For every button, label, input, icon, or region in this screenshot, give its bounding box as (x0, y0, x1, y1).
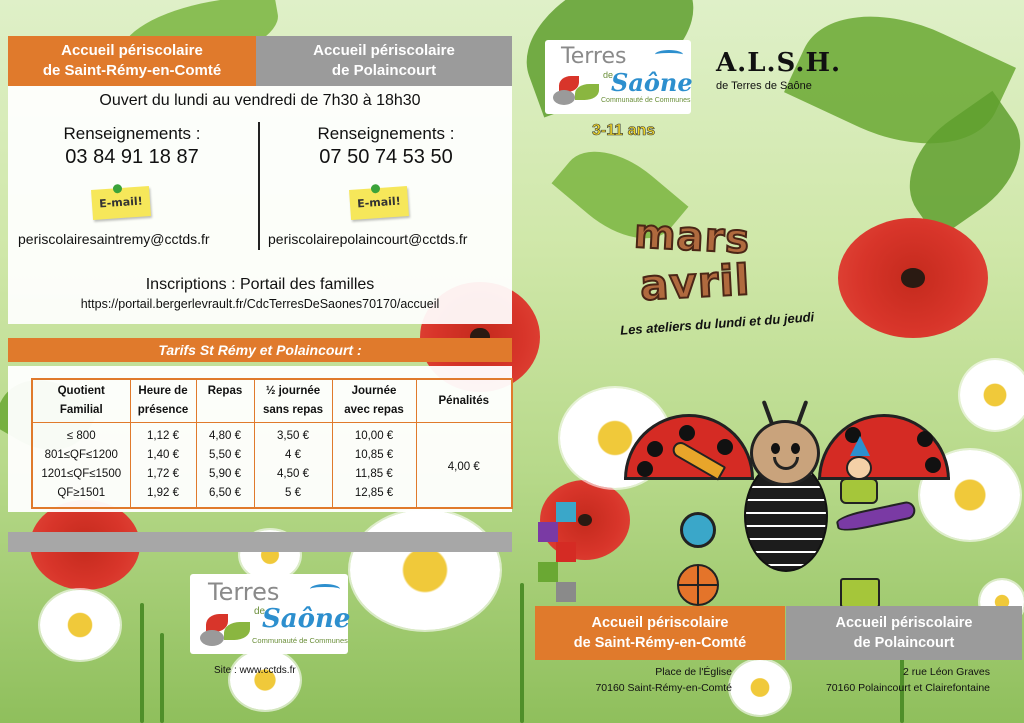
column-header (416, 379, 512, 423)
ladybug-head (750, 420, 820, 486)
header-line: de Polaincourt (853, 635, 955, 651)
header-line: de Saint-Rémy-en-Comté (42, 62, 222, 79)
email-note-icon: E-mail! (349, 186, 409, 220)
eye (771, 443, 780, 454)
daisy-flower (230, 650, 300, 710)
age-range: 3-11 ans (592, 122, 656, 139)
table-cell: 3,50 € (254, 423, 332, 447)
column-header (196, 379, 254, 423)
logo-text: Terres (208, 578, 280, 606)
wave-icon (655, 50, 683, 59)
table-cell: ≤ 800 (32, 423, 130, 447)
header-text: présence (137, 404, 189, 416)
address-line: Place de l'Église (655, 666, 732, 678)
phone-number[interactable]: 03 84 91 18 87 (65, 146, 199, 168)
spot (647, 441, 663, 457)
table-cell: 4,80 € (196, 423, 254, 447)
logo-text: Terres (561, 44, 627, 69)
color-square (556, 542, 576, 562)
address-polaincourt (790, 664, 990, 696)
smile (773, 457, 799, 470)
leaf-icon (224, 622, 250, 640)
divider (258, 122, 260, 250)
grass-blade (520, 583, 524, 723)
table-cell: 10,85 € (332, 446, 416, 465)
table-cell: 6,50 € (196, 484, 254, 508)
table-cell: 1,12 € (130, 423, 196, 447)
portal-link[interactable]: https://portail.bergerlevrault.fr/CdcTerresDeSaones70170/accueil (80, 297, 440, 311)
terres-de-saone-logo (190, 574, 351, 654)
spot (925, 457, 941, 473)
header-polaincourt (256, 36, 512, 86)
header-line: Accueil périscolaire (61, 42, 203, 59)
header-text: Repas (207, 385, 243, 397)
table-cell: 5,90 € (196, 465, 254, 484)
table-cell: 11,85 € (332, 465, 416, 484)
grass-blade (160, 633, 164, 723)
scissors-icon (680, 512, 716, 548)
footer-header-polaincourt (786, 606, 1022, 660)
table-cell: QF≥1501 (32, 484, 130, 508)
header-text: avec repas (344, 404, 404, 416)
spot (679, 425, 695, 441)
header-text: sans repas (262, 404, 324, 416)
basketball-icon (677, 564, 719, 606)
email-link[interactable]: periscolairesaintremy@cctds.fr (18, 231, 210, 247)
header-text: Familial (59, 404, 103, 416)
header-line: Accueil périscolaire (835, 615, 973, 631)
logo-text: Saône (611, 68, 693, 97)
clown-toy-icon (830, 446, 888, 502)
contact-polaincourt (262, 124, 510, 169)
website-link[interactable]: Site : www.cctds.fr (214, 665, 296, 676)
terres-de-saone-logo (545, 40, 691, 114)
column-header (130, 379, 196, 423)
header-text: Pénalités (438, 394, 489, 407)
penalty-cell: 4,00 € (416, 423, 512, 509)
daisy-flower (730, 660, 790, 715)
table-cell: 1,72 € (130, 465, 196, 484)
month-title: avril (638, 255, 752, 310)
table-header-row (32, 379, 512, 423)
daisy-flower (960, 360, 1024, 430)
column-header (332, 379, 416, 423)
table-cell: 1,40 € (130, 446, 196, 465)
header-text: ½ journée (265, 385, 321, 397)
header-line: Accueil périscolaire (591, 615, 729, 631)
spot (717, 439, 733, 455)
contact-label: Renseignements : (317, 124, 455, 143)
logo-text: Communauté de Communes (252, 636, 348, 645)
poppy-flower (838, 218, 988, 338)
daisy-flower (350, 510, 500, 630)
alsh-title: A.L.S.H. (716, 48, 842, 78)
table-cell: 1201≤QF≤1500 (32, 465, 130, 484)
grass-blade (140, 603, 144, 723)
eye (791, 443, 800, 454)
header-line: de Polaincourt (331, 62, 437, 79)
month-title: mars (632, 210, 752, 264)
leaf-icon (553, 90, 575, 105)
spot (917, 431, 933, 447)
table-cell: 5,50 € (196, 446, 254, 465)
table-cell: 1,92 € (130, 484, 196, 508)
table-cell: 5 € (254, 484, 332, 508)
address-saint-remy (560, 664, 732, 696)
workshops-subtitle: Les ateliers du lundi et du jeudi (619, 309, 815, 338)
color-square (538, 562, 558, 582)
email-link[interactable]: periscolairepolaincourt@cctds.fr (268, 231, 468, 247)
header-saint-remy (8, 36, 256, 86)
column-header (254, 379, 332, 423)
logo-text: Communauté de Communes (601, 97, 691, 104)
header-line: de Saint-Rémy-en-Comté (573, 635, 747, 651)
phone-number[interactable]: 07 50 74 53 50 (319, 146, 453, 168)
color-square (538, 522, 558, 542)
color-square (556, 502, 576, 522)
address-line: 70160 Saint-Rémy-en-Comté (595, 682, 732, 694)
table-cell: 4 € (254, 446, 332, 465)
alsh-subtitle: de Terres de Saône (716, 80, 812, 92)
address-line: 2 rue Léon Graves (903, 666, 990, 678)
header-text: Heure de (138, 385, 188, 397)
header-text: Journée (351, 385, 397, 397)
opening-hours: Ouvert du lundi au vendredi de 7h30 à 18h30 (99, 92, 421, 109)
contact-label: Renseignements : (63, 124, 201, 143)
logo-text: de (603, 70, 614, 80)
leaf-icon (200, 630, 224, 646)
email-note-icon: E-mail! (91, 186, 151, 220)
tarifs-title: Tarifs St Rémy et Polaincourt : (8, 338, 512, 362)
logo-text: Saône (262, 604, 351, 634)
table-cell: 4,50 € (254, 465, 332, 484)
color-square (556, 582, 576, 602)
header-line: Accueil périscolaire (313, 42, 455, 59)
table-cell: 10,00 € (332, 423, 416, 447)
daisy-flower (40, 590, 120, 660)
poppy-flower (540, 480, 630, 560)
footer-header-saint-remy (535, 606, 785, 660)
logo-text: de (254, 606, 266, 617)
table-cell: 12,85 € (332, 484, 416, 508)
contact-saint-remy (8, 124, 256, 169)
tarifs-table (31, 378, 513, 509)
header-text: Quotient (57, 385, 105, 397)
wave-icon (310, 584, 340, 594)
gray-strip (8, 532, 512, 552)
inscriptions-label: Inscriptions : Portail des familles (145, 276, 375, 293)
spot (637, 461, 653, 477)
address-line: 70160 Polaincourt et Clairefontaine (825, 682, 990, 694)
table-cell: 801≤QF≤1200 (32, 446, 130, 465)
leaf-icon (575, 84, 599, 100)
watering-can-icon (840, 578, 880, 608)
table-row (32, 423, 512, 447)
column-header (32, 379, 130, 423)
